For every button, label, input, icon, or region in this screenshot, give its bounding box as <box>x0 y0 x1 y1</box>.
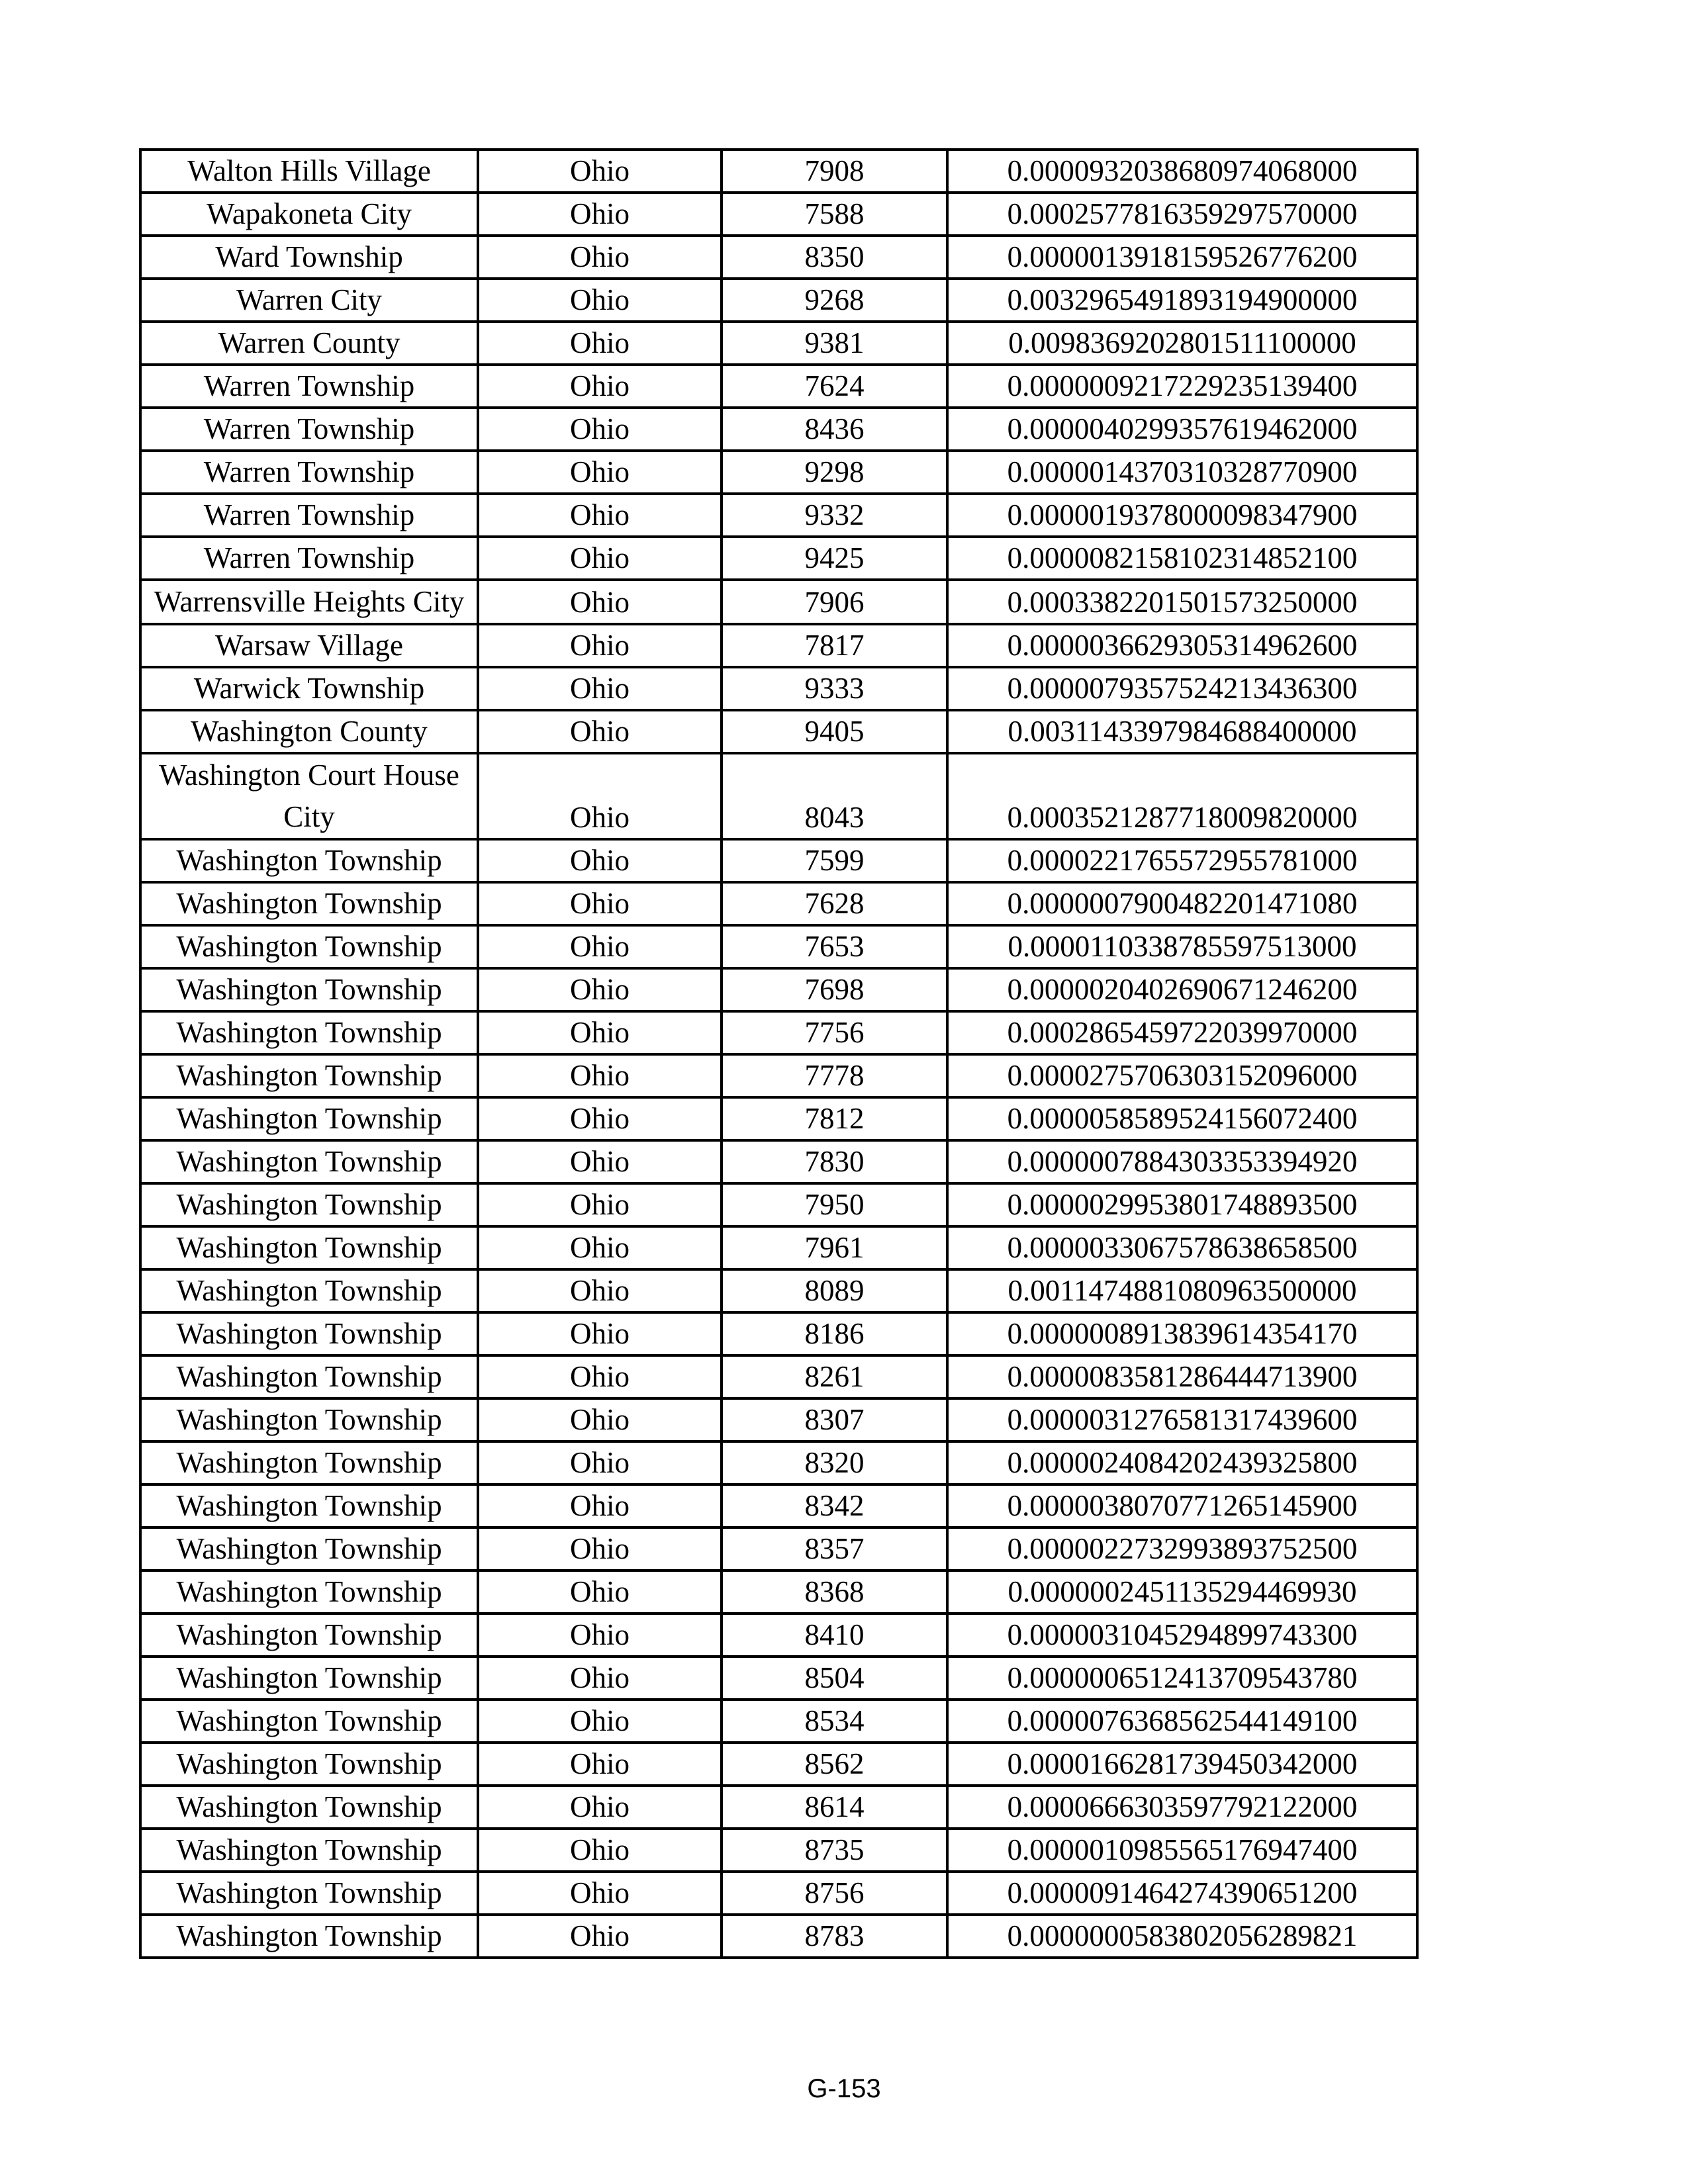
value-cell: 0.0032965491893194900000 <box>947 279 1417 322</box>
entity-name-cell: Washington Township <box>140 1657 478 1700</box>
state-cell: Ohio <box>478 494 722 537</box>
state-cell: Ohio <box>478 882 722 925</box>
table-row <box>140 1829 1417 1872</box>
value-cell: 0.0000110338785597513000 <box>947 925 1417 968</box>
entity-name-cell: Washington Township <box>140 1915 478 1958</box>
code-cell: 8342 <box>722 1484 947 1527</box>
state-cell: Ohio <box>478 925 722 968</box>
state-cell: Ohio <box>478 710 722 753</box>
state-cell: Ohio <box>478 1183 722 1226</box>
state-cell: Ohio <box>478 1570 722 1614</box>
value-cell: 0.0000009217229235139400 <box>947 365 1417 408</box>
code-cell: 8562 <box>722 1743 947 1786</box>
code-cell: 8089 <box>722 1269 947 1312</box>
table-row <box>140 1355 1417 1398</box>
table-row <box>140 1398 1417 1441</box>
table-row <box>140 1011 1417 1054</box>
code-cell: 7906 <box>722 580 947 624</box>
table-row <box>140 1657 1417 1700</box>
code-cell: 7812 <box>722 1097 947 1140</box>
state-cell: Ohio <box>478 1140 722 1183</box>
table-row <box>140 236 1417 279</box>
entity-name-cell: Washington Township <box>140 1786 478 1829</box>
page-number: G-153 <box>807 2074 881 2103</box>
code-cell: 9332 <box>722 494 947 537</box>
entity-name-cell: Warren County <box>140 322 478 365</box>
state-cell: Ohio <box>478 365 722 408</box>
state-cell: Ohio <box>478 1915 722 1958</box>
value-cell: 0.0002865459722039970000 <box>947 1011 1417 1054</box>
state-cell: Ohio <box>478 839 722 882</box>
table-body <box>140 150 1417 1958</box>
value-cell: 0.0000091464274390651200 <box>947 1872 1417 1915</box>
state-cell: Ohio <box>478 1355 722 1398</box>
table-row <box>140 537 1417 580</box>
state-cell: Ohio <box>478 1226 722 1269</box>
value-cell: 0.0000022732993893752500 <box>947 1527 1417 1570</box>
table-row <box>140 1226 1417 1269</box>
table-row <box>140 667 1417 710</box>
entity-name-cell: Warwick Township <box>140 667 478 710</box>
state-cell: Ohio <box>478 1054 722 1097</box>
value-cell: 0.0000166281739450342000 <box>947 1743 1417 1786</box>
table-row <box>140 494 1417 537</box>
state-cell: Ohio <box>478 1441 722 1484</box>
state-cell: Ohio <box>478 624 722 667</box>
state-cell: Ohio <box>478 150 722 193</box>
code-cell: 8534 <box>722 1700 947 1743</box>
table-row <box>140 1269 1417 1312</box>
state-cell: Ohio <box>478 322 722 365</box>
code-cell: 7698 <box>722 968 947 1011</box>
code-cell: 7653 <box>722 925 947 968</box>
value-cell: 0.0000002451135294469930 <box>947 1570 1417 1614</box>
table-row <box>140 365 1417 408</box>
value-cell: 0.0011474881080963500000 <box>947 1269 1417 1312</box>
entity-name-cell: Washington Township <box>140 882 478 925</box>
table-row <box>140 624 1417 667</box>
entity-name-cell: Warren Township <box>140 494 478 537</box>
state-cell: Ohio <box>478 1527 722 1570</box>
state-cell: Ohio <box>478 1312 722 1355</box>
code-cell: 8410 <box>722 1614 947 1657</box>
entity-name-cell: Washington Township <box>140 1527 478 1570</box>
code-cell: 8504 <box>722 1657 947 1700</box>
value-cell: 0.0000666303597792122000 <box>947 1786 1417 1829</box>
value-cell: 0.0000006512413709543780 <box>947 1657 1417 1700</box>
code-cell: 8756 <box>722 1872 947 1915</box>
code-cell: 7756 <box>722 1011 947 1054</box>
code-cell: 9268 <box>722 279 947 322</box>
table-row <box>140 839 1417 882</box>
table-row <box>140 1570 1417 1614</box>
value-cell: 0.0000038070771265145900 <box>947 1484 1417 1527</box>
entity-name-cell: Washington Court House City <box>140 753 478 839</box>
value-cell: 0.0000007884303353394920 <box>947 1140 1417 1183</box>
value-cell: 0.0000040299357619462000 <box>947 408 1417 451</box>
code-cell: 7599 <box>722 839 947 882</box>
table-row <box>140 279 1417 322</box>
code-cell: 8261 <box>722 1355 947 1398</box>
table-row <box>140 150 1417 193</box>
code-cell: 9405 <box>722 710 947 753</box>
entity-name-cell: Washington County <box>140 710 478 753</box>
table-row <box>140 1743 1417 1786</box>
value-cell: 0.0000029953801748893500 <box>947 1183 1417 1226</box>
table-row <box>140 408 1417 451</box>
entity-name-cell: Washington Township <box>140 1829 478 1872</box>
entity-name-cell: Washington Township <box>140 839 478 882</box>
state-cell: Ohio <box>478 968 722 1011</box>
table-row <box>140 1527 1417 1570</box>
code-cell: 7908 <box>722 150 947 193</box>
entity-name-cell: Washington Township <box>140 1441 478 1484</box>
table-row <box>140 753 1417 839</box>
entity-name-cell: Ward Township <box>140 236 478 279</box>
value-cell: 0.0000000583802056289821 <box>947 1915 1417 1958</box>
state-cell: Ohio <box>478 580 722 624</box>
state-cell: Ohio <box>478 1829 722 1872</box>
value-cell: 0.0000014370310328770900 <box>947 451 1417 494</box>
state-cell: Ohio <box>478 537 722 580</box>
entity-name-cell: Washington Township <box>140 1312 478 1355</box>
entity-name-cell: Washington Township <box>140 1614 478 1657</box>
entity-name-cell: Warren Township <box>140 408 478 451</box>
state-cell: Ohio <box>478 1700 722 1743</box>
entity-name-cell: Washington Township <box>140 968 478 1011</box>
entity-name-cell: Walton Hills Village <box>140 150 478 193</box>
value-cell: 0.0000058589524156072400 <box>947 1097 1417 1140</box>
code-cell: 8307 <box>722 1398 947 1441</box>
state-cell: Ohio <box>478 667 722 710</box>
value-cell: 0.0003382201501573250000 <box>947 580 1417 624</box>
value-cell: 0.0003521287718009820000 <box>947 753 1417 839</box>
code-cell: 8436 <box>722 408 947 451</box>
entity-name-cell: Wapakoneta City <box>140 193 478 236</box>
code-cell: 8350 <box>722 236 947 279</box>
value-cell: 0.0098369202801511100000 <box>947 322 1417 365</box>
state-cell: Ohio <box>478 451 722 494</box>
entity-name-cell: Warsaw Village <box>140 624 478 667</box>
entity-name-cell: Washington Township <box>140 1398 478 1441</box>
code-cell: 8043 <box>722 753 947 839</box>
entity-name-cell: Washington Township <box>140 1097 478 1140</box>
value-cell: 0.0000076368562544149100 <box>947 1700 1417 1743</box>
code-cell: 7778 <box>722 1054 947 1097</box>
value-cell: 0.0000019378000098347900 <box>947 494 1417 537</box>
table-row <box>140 1700 1417 1743</box>
table-row <box>140 580 1417 624</box>
table-row <box>140 925 1417 968</box>
state-cell: Ohio <box>478 1743 722 1786</box>
table-row <box>140 1054 1417 1097</box>
code-cell: 7588 <box>722 193 947 236</box>
entity-name-cell: Warren Township <box>140 365 478 408</box>
state-cell: Ohio <box>478 1786 722 1829</box>
value-cell: 0.0000033067578638658500 <box>947 1226 1417 1269</box>
table-row <box>140 1872 1417 1915</box>
code-cell: 9425 <box>722 537 947 580</box>
entity-name-cell: Washington Township <box>140 1183 478 1226</box>
table-row <box>140 1097 1417 1140</box>
state-cell: Ohio <box>478 193 722 236</box>
state-cell: Ohio <box>478 753 722 839</box>
table-row <box>140 1140 1417 1183</box>
code-cell: 8357 <box>722 1527 947 1570</box>
entity-name-cell: Washington Township <box>140 1011 478 1054</box>
code-cell: 9333 <box>722 667 947 710</box>
entity-name-cell: Washington Township <box>140 925 478 968</box>
entity-name-cell: Washington Township <box>140 1484 478 1527</box>
state-cell: Ohio <box>478 236 722 279</box>
value-cell: 0.0000007900482201471080 <box>947 882 1417 925</box>
entity-name-cell: Washington Township <box>140 1700 478 1743</box>
code-cell: 7830 <box>722 1140 947 1183</box>
value-cell: 0.0000932038680974068000 <box>947 150 1417 193</box>
entity-name-cell: Washington Township <box>140 1226 478 1269</box>
value-cell: 0.0000010985565176947400 <box>947 1829 1417 1872</box>
table-row <box>140 1484 1417 1527</box>
code-cell: 9298 <box>722 451 947 494</box>
value-cell: 0.0000031045294899743300 <box>947 1614 1417 1657</box>
code-cell: 8320 <box>722 1441 947 1484</box>
value-cell: 0.0031143397984688400000 <box>947 710 1417 753</box>
state-cell: Ohio <box>478 1872 722 1915</box>
entity-name-cell: Washington Township <box>140 1570 478 1614</box>
code-cell: 7628 <box>722 882 947 925</box>
code-cell: 7817 <box>722 624 947 667</box>
state-cell: Ohio <box>478 1011 722 1054</box>
value-cell: 0.0000024084202439325800 <box>947 1441 1417 1484</box>
value-cell: 0.0000036629305314962600 <box>947 624 1417 667</box>
entity-name-cell: Warrensville Heights City <box>140 580 478 624</box>
code-cell: 7624 <box>722 365 947 408</box>
table-row <box>140 1312 1417 1355</box>
table-row <box>140 968 1417 1011</box>
state-cell: Ohio <box>478 408 722 451</box>
table-row <box>140 1614 1417 1657</box>
code-cell: 7950 <box>722 1183 947 1226</box>
entity-name-cell: Warren Township <box>140 451 478 494</box>
value-cell: 0.0002577816359297570000 <box>947 193 1417 236</box>
table-row <box>140 322 1417 365</box>
code-cell: 8614 <box>722 1786 947 1829</box>
entity-name-cell: Washington Township <box>140 1269 478 1312</box>
state-cell: Ohio <box>478 1484 722 1527</box>
table-row <box>140 710 1417 753</box>
value-cell: 0.0000013918159526776200 <box>947 236 1417 279</box>
value-cell: 0.0000275706303152096000 <box>947 1054 1417 1097</box>
entity-name-cell: Washington Township <box>140 1140 478 1183</box>
table-row <box>140 1441 1417 1484</box>
entity-name-cell: Warren City <box>140 279 478 322</box>
table-row <box>140 193 1417 236</box>
state-cell: Ohio <box>478 1657 722 1700</box>
state-cell: Ohio <box>478 1614 722 1657</box>
code-cell: 8783 <box>722 1915 947 1958</box>
state-cell: Ohio <box>478 1269 722 1312</box>
table-row <box>140 451 1417 494</box>
table-row <box>140 882 1417 925</box>
entity-name-cell: Washington Township <box>140 1054 478 1097</box>
entity-name-cell: Washington Township <box>140 1743 478 1786</box>
data-table <box>139 148 1419 1959</box>
table-row <box>140 1183 1417 1226</box>
code-cell: 7961 <box>722 1226 947 1269</box>
entity-name-cell: Warren Township <box>140 537 478 580</box>
value-cell: 0.0000031276581317439600 <box>947 1398 1417 1441</box>
table-row <box>140 1786 1417 1829</box>
code-cell: 8186 <box>722 1312 947 1355</box>
value-cell: 0.0000083581286444713900 <box>947 1355 1417 1398</box>
code-cell: 9381 <box>722 322 947 365</box>
value-cell: 0.0000020402690671246200 <box>947 968 1417 1011</box>
value-cell: 0.0000008913839614354170 <box>947 1312 1417 1355</box>
entity-name-cell: Washington Township <box>140 1872 478 1915</box>
value-cell: 0.0000082158102314852100 <box>947 537 1417 580</box>
table-row <box>140 1915 1417 1958</box>
value-cell: 0.0000079357524213436300 <box>947 667 1417 710</box>
state-cell: Ohio <box>478 1398 722 1441</box>
value-cell: 0.0000221765572955781000 <box>947 839 1417 882</box>
code-cell: 8735 <box>722 1829 947 1872</box>
code-cell: 8368 <box>722 1570 947 1614</box>
state-cell: Ohio <box>478 279 722 322</box>
entity-name-cell: Washington Township <box>140 1355 478 1398</box>
state-cell: Ohio <box>478 1097 722 1140</box>
